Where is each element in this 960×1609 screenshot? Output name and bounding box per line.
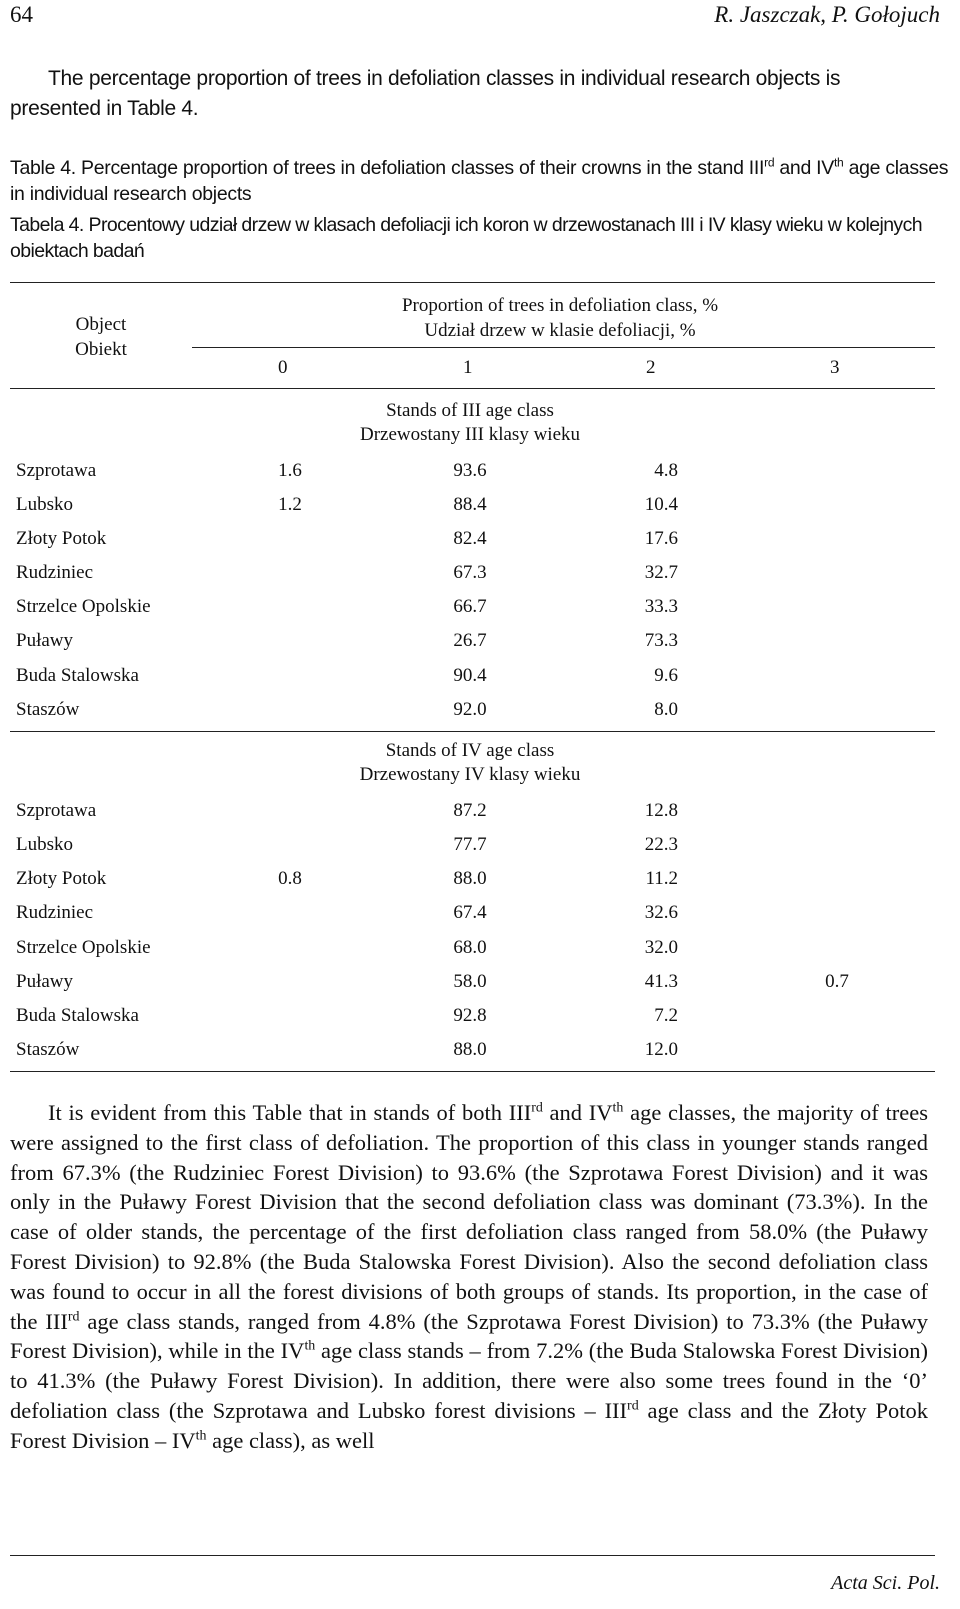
running-header-authors: R. Jaszczak, P. Gołojuch xyxy=(714,2,940,27)
body-text-part: age classes, the majority of trees were assigned to the first class of defoliation. The proportion of this class in younger stands ranged from 67.3% (the Rudziniec Forest Division) to 93.6% (the Szprotawa Forest Division) and it was only in the Puławy Forest Division that the second defoliation class was dominant (73.3%). In the case of older stands, the percentage of the first defoliation class ranged from 58.0% (the Puławy Forest Division) to 92.8% (the Buda Stalowska Forest Division). Also the second defoliation class was found to occur in all the forest divisions of both groups of stands. Its proportion, in the case of the III xyxy=(10,1100,928,1334)
class-2-value: 4.8 xyxy=(654,460,678,481)
table-row xyxy=(0,1033,960,1067)
class-2-value: 41.3 xyxy=(644,971,678,992)
table-header-rule xyxy=(10,388,935,389)
class-1-value: 87.2 xyxy=(453,800,487,821)
table-row xyxy=(0,693,960,727)
class-2-value: 10.4 xyxy=(644,494,678,515)
table-row xyxy=(0,590,960,624)
class-0-value: 1.6 xyxy=(278,460,302,481)
class-header-3: 3 xyxy=(830,357,840,378)
object-name: Złoty Potok xyxy=(16,528,107,549)
table-row xyxy=(0,828,960,862)
table-section-rule xyxy=(10,731,935,732)
object-name: Złoty Potok xyxy=(16,868,107,889)
class-1-value: 77.7 xyxy=(453,834,487,855)
object-header-pl: Obiekt xyxy=(75,339,127,360)
object-header-en: Object xyxy=(75,314,127,335)
body-sup: rd xyxy=(531,1100,543,1116)
class-1-value: 67.4 xyxy=(453,902,487,923)
object-name: Puławy xyxy=(16,630,73,651)
object-name: Buda Stalowska xyxy=(16,1005,139,1026)
class-2-value: 11.2 xyxy=(645,868,678,889)
table-row xyxy=(0,931,960,965)
section-title-en: Stands of III age class xyxy=(386,400,554,421)
class-0-value: 1.2 xyxy=(278,494,302,515)
object-name: Puławy xyxy=(16,971,73,992)
object-name: Staszów xyxy=(16,699,80,720)
object-name: Szprotawa xyxy=(16,460,97,481)
table-bottom-rule xyxy=(10,1071,935,1072)
class-2-value: 73.3 xyxy=(644,630,678,651)
object-name: Rudziniec xyxy=(16,902,94,923)
class-1-value: 90.4 xyxy=(453,665,487,686)
caption-en-part: Table 4. Percentage proportion of trees in defoliation classes of their crowns in the stand III xyxy=(10,157,765,179)
class-1-value: 26.7 xyxy=(453,630,487,651)
table-row xyxy=(0,862,960,896)
class-2-value: 7.2 xyxy=(654,1005,678,1026)
class-0-value: 0.8 xyxy=(278,868,302,889)
caption-en-part: age classes in individual research objects xyxy=(10,157,949,205)
object-name: Rudziniec xyxy=(16,562,94,583)
class-2-value: 12.8 xyxy=(644,800,678,821)
class-1-value: 68.0 xyxy=(453,937,487,958)
table-row xyxy=(0,454,960,488)
caption-sup: th xyxy=(833,155,844,170)
class-2-value: 33.3 xyxy=(644,596,678,617)
table-row xyxy=(0,794,960,828)
object-name: Lubsko xyxy=(16,494,73,515)
class-1-value: 93.6 xyxy=(453,460,487,481)
class-2-value: 32.6 xyxy=(644,902,678,923)
object-name: Szprotawa xyxy=(16,800,97,821)
body-sup: th xyxy=(195,1428,207,1444)
object-name: Strzelce Opolskie xyxy=(16,596,151,617)
proportion-header-en: Proportion of trees in defoliation class, % xyxy=(401,295,719,316)
class-1-value: 67.3 xyxy=(453,562,487,583)
class-1-value: 66.7 xyxy=(453,596,487,617)
object-name: Lubsko xyxy=(16,834,73,855)
section-title-en: Stands of IV age class xyxy=(385,740,555,761)
class-1-value: 88.0 xyxy=(453,1039,487,1060)
object-name: Strzelce Opolskie xyxy=(16,937,151,958)
class-2-value: 9.6 xyxy=(654,665,678,686)
table-header-subrule xyxy=(192,347,935,348)
table-caption-en xyxy=(10,155,950,207)
class-header-0: 0 xyxy=(278,357,288,378)
object-name: Staszów xyxy=(16,1039,80,1060)
class-2-value: 32.7 xyxy=(644,562,678,583)
class-1-value: 88.4 xyxy=(453,494,487,515)
class-1-value: 88.0 xyxy=(453,868,487,889)
class-2-value: 22.3 xyxy=(644,834,678,855)
body-text-part: age class), as well xyxy=(206,1427,375,1453)
footer-rule xyxy=(10,1555,935,1556)
body-paragraph xyxy=(10,1098,928,1456)
class-3-value: 0.7 xyxy=(825,971,849,992)
body-text-part: age class stands – from 7.2% (the Buda Stalowska Forest Division) to 41.3% (the Puławy Forest Division). In addition, there were also some trees found in the ‘0’ defoliation class (the Szprotawa and Lubsko forest divisions – III xyxy=(10,1338,928,1423)
table-row xyxy=(0,624,960,658)
class-1-value: 92.0 xyxy=(453,699,487,720)
section-title-iv xyxy=(270,739,670,787)
body-sup: th xyxy=(304,1338,316,1354)
caption-sup: rd xyxy=(764,155,775,170)
table-row xyxy=(0,999,960,1033)
table-caption-pl: Tabela 4. Procentowy udział drzew w klasach defoliacji ich koron w drzewostanach III i IV klasy wieku w kolejnych obiektach badań xyxy=(10,214,922,262)
intro-paragraph: The percentage proportion of trees in defoliation classes in individual research objects is presented in Table 4. xyxy=(10,67,841,120)
table-row xyxy=(0,522,960,556)
body-sup: th xyxy=(612,1100,624,1116)
section-title-iii xyxy=(270,399,670,447)
table-row xyxy=(0,965,960,999)
section-title-pl: Drzewostany III klasy wieku xyxy=(359,424,580,445)
class-2-value: 32.0 xyxy=(644,937,678,958)
object-column-header xyxy=(40,312,162,362)
object-name: Buda Stalowska xyxy=(16,665,139,686)
body-text-part: and IV xyxy=(542,1100,613,1125)
table-row xyxy=(0,896,960,930)
page-number: 64 xyxy=(10,2,33,27)
journal-footer: Acta Sci. Pol. xyxy=(831,1572,940,1594)
table-top-rule xyxy=(10,282,935,283)
body-sup: rd xyxy=(627,1398,639,1414)
proportion-column-header xyxy=(290,293,830,343)
class-1-value: 92.8 xyxy=(453,1005,487,1026)
body-sup: rd xyxy=(67,1309,80,1325)
class-header-1: 1 xyxy=(463,357,473,378)
class-2-value: 12.0 xyxy=(644,1039,678,1060)
body-text-part: age class stands, ranged from 4.8% (the Szprotawa Forest Division) to 73.3% (the Puławy Forest Division), while in the IV xyxy=(10,1308,929,1364)
body-text-part: age class and the Złoty Potok Forest Division – IV xyxy=(10,1397,928,1453)
proportion-header-pl: Udział drzew w klasie defoliacji, % xyxy=(424,320,696,341)
caption-en-part: and IV xyxy=(774,157,834,179)
table-row xyxy=(0,488,960,522)
class-2-value: 17.6 xyxy=(644,528,678,549)
section-title-pl: Drzewostany IV klasy wieku xyxy=(359,764,581,785)
class-1-value: 82.4 xyxy=(453,528,487,549)
class-1-value: 58.0 xyxy=(453,971,487,992)
table-row xyxy=(0,659,960,693)
body-text-part: It is evident from this Table that in stands of both III xyxy=(48,1100,532,1125)
class-header-2: 2 xyxy=(646,357,656,378)
class-2-value: 8.0 xyxy=(654,699,678,720)
table-row xyxy=(0,556,960,590)
